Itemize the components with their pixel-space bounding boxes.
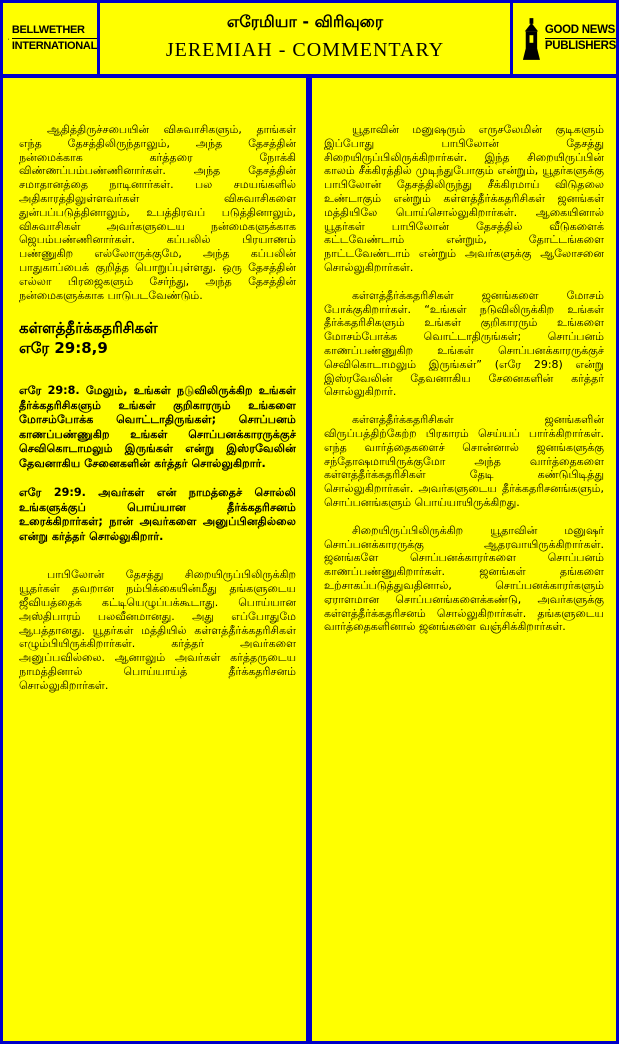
logo-line1: GOOD NEWS bbox=[544, 24, 616, 36]
title-block bbox=[100, 3, 510, 74]
right-column bbox=[312, 78, 616, 1041]
left-paragraph-2: பாபிலோன் தேசத்து சிறையிருப்பிலிருக்கிற யூதர்கள் தவறான நம்பிக்கையின்மீது தங்களுடைய ஜீவியத்தைக் கட்டியெழுப்பக்கூடாது. பொய்யான அஸ்திபாரம் பலவீனமானது. அது எப்போதுமே ஆபத்தானது. யூதர்கள் மத்தியில் கள்ளத்தீர்க்கதரிசிகள் எழும்பியிருக்கிறார்கள். கர்த்தர் அவர்களை அனுப்பவில்லை. ஆனாலும் அவர்கள் கர்த்தருடைய நாமத்தினால் பொய்யாய்த் தீர்க்கதரிசனம் சொல்லுகிறார்கள். bbox=[19, 568, 296, 692]
title-english: JEREMIAH - COMMENTARY bbox=[165, 39, 445, 61]
right-paragraph-1: யூதாவின் மனுஷரும் எருசலேமின் குடிகளும் இப்போது பாபிலோன் தேசத்து சிறையிருப்பிலிருக்கிறார்கள். இந்த சிறையிருப்பின் காலம் சீக்கிரத்தில் முடிந்துபோகும் என்றும், யூதர்களுக்கு பாபிலோன் தேசத்திலிருந்து சீக்கிரமாய் விடுதலை உண்டாகும் என்றும் கள்ளத்தீர்க்கதரிசிகள் ஜனங்கள் மத்தியிலே பொய்சொல்லுகிறார்கள். ஆகையினால் யூதர்கள் பாபிலோன் தேசத்தில் வீடுகளைக் கட்டவேண்டாம் என்றும், தோட்டங்களை நாட்டவேண்டாம் என்றும் அவர்களுக்கு ஆலோசனை சொல்லுகிறார்கள். bbox=[324, 123, 604, 274]
right-paragraph-4: சிறையிருப்பிலிருக்கிற யூதாவின் மனுஷர் சொப்பனக்காரருக்கு ஆதரவாயிருக்கிறார்கள். ஜனங்களே சொப்பனக்காரர்களை சொப்பனம் காணப்பண்ணுகிறார்கள். ஜனங்கள் தங்களை உற்சாகப்படுத்துவதினால், சொப்பனக்காரர்களும் ஏராளமான சொப்பனங்களைக்கண்டு, அவர்களுக்கு கள்ளத்தீர்க்கதரிசனம் சொல்லுகிறார்கள். தங்களுடைய வார்த்தைகளினால் ஜனங்களை வஞ்சிக்கிறார்கள். bbox=[324, 523, 604, 634]
logo-line2: PUBLISHERS bbox=[544, 40, 616, 52]
left-column bbox=[3, 78, 306, 1041]
heading-reference: எரே 29:8,9 bbox=[19, 339, 108, 358]
title-tamil: எரேமியா - விரிவுரை bbox=[226, 12, 384, 31]
logo-line2: INTERNATIONAL bbox=[11, 40, 97, 52]
goodnews-logo bbox=[513, 3, 616, 74]
section-heading bbox=[19, 318, 296, 358]
right-paragraph-2: கள்ளத்தீர்க்கதரிசிகள் ஜனங்களை மோசம் போக்குகிறார்கள். “உங்கள் நடுவிலிருக்கிற உங்கள் தீர்க்கதரிசிகளும் உங்கள் குறிகாரரும் உங்களை மோசம்போக்க வொட்டாதிருங்கள்; சொப்பனம் காணப்பண்ணுகிற உங்கள் சொப்பனக்காரருக்குச் செவிகொடாமலும் இருங்கள்” (எரே 29:8) என்று இஸ்ரவேலின் தேவனாகிய சேனைகளின் கர்த்தர் சொல்லுகிறார். bbox=[324, 288, 604, 399]
bell-tower-icon bbox=[8, 17, 9, 61]
logo-line1: BELLWETHER bbox=[11, 24, 85, 36]
right-paragraph-3: கள்ளத்தீர்க்கதரிசிகள் ஜனங்களின் விருப்பத்திற்கேற்ற பிரகாரம் செய்யப் பார்க்கிறார்கள். எந்த வார்த்தைகளைச் சொன்னால் ஜனங்களுக்கு சந்தோஷமாயிருக்குமோ அந்த வார்த்தைகளை கள்ளத்தீர்க்கதரிசிகள் தேடி கண்டுபிடித்து சொல்லுகிறார்கள். அவர்களுடைய தீர்க்கதரிசனங்களும், சொப்பனங்களும் பொய்யாயிருக்கிறது. bbox=[324, 413, 604, 509]
left-paragraph-1: ஆதித்திருச்சபையின் விசுவாசிகளும், தாங்கள் எந்த தேசத்திலிருந்தாலும், அந்த தேசத்தின் நன்மைக்காக கர்த்தரை நோக்கி விண்ணப்பம்பண்ணினார்கள். அந்த தேசத்தின் சமாதானத்தை நாடினார்கள். பல சமயங்களில் அதிகாரத்திலுள்ளவர்கள் விசுவாசிகளை துன்பப்படுத்தினாலும், உபத்திரவப் படுத்தினாலும், விசுவாசிகள் அவர்களுடைய நன்மைகளுக்காக ஜெபம்பண்ணினார்கள். கப்பலில் பிரயாணம் பண்ணுகிற எல்லோருக்குமே, அந்த கப்பலின் பாதுகாப்பைக் குறித்த பொறுப்புள்ளது. ஒரு தேசத்தின் எல்லா பிரஜைகளும் சேர்ந்து, அந்த தேசத்தின் நன்மைகளுக்காக பாடுபடவேண்டும். bbox=[19, 123, 296, 302]
verse-29-8: எரே 29:8. மேலும், உங்கள் நடுவிலிருக்கிற உங்கள் தீர்க்கதரிசிகளும் உங்கள் குறிகாரரும் உங்களை மோசம்போக்க வொட்டாதிருங்கள்; சொப்பனம் காணப்பண்ணுகிற உங்கள் சொப்பனக்காரருக்குச் செவிகொடாமலும் இருங்கள் என்று இஸ்ரவேலின் தேவனாகிய சேனைகளின் கர்த்தர் சொல்லுகிறார். bbox=[19, 384, 296, 470]
bellwether-logo bbox=[3, 3, 97, 74]
bell-tower-icon bbox=[521, 17, 542, 61]
verse-29-9: எரே 29:9. அவர்கள் என் நாமத்தைச் சொல்லி உங்களுக்குப் பொய்யான தீர்க்கதரிசனம் உரைக்கிறார்கள்; நான் அவர்களை அனுப்பினதில்லை என்று கர்த்தர் சொல்லுகிறார். bbox=[19, 486, 296, 543]
heading-title: கள்ளத்தீர்க்கதரிசிகள் bbox=[19, 319, 158, 338]
